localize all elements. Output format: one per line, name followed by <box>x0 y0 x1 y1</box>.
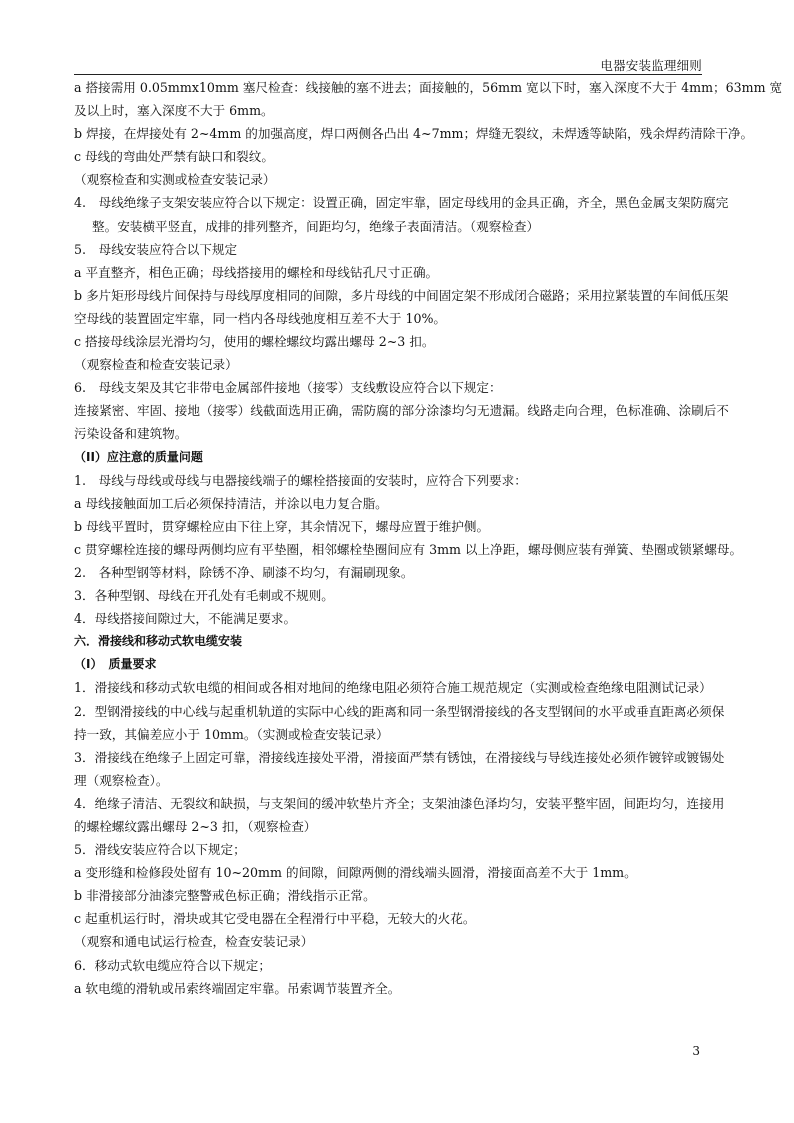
text-line: 4．绝缘子清洁、无裂纹和缺损，与支架间的缓冲软垫片齐全；支架油漆色泽均匀，安装平整牢固，间距均匀，连接用 <box>74 795 725 811</box>
text-line: 及以上时，塞入深度不大于 6mm。 <box>74 103 274 119</box>
text-line: 2．型钢滑接线的中心线与起重机轨道的实际中心线的距离和同一条型钢滑接线的各支型钢间的水平或垂直距离必须保 <box>74 703 725 719</box>
text-line: c 贯穿螺栓连接的螺母两侧均应有平垫圈，相邻螺栓垫圈间应有 3mm 以上净距，螺母侧应装有弹簧、垫圈或锁紧螺母。 <box>74 541 743 557</box>
text-line: b 多片矩形母线片间保持与母线厚度相同的间隙，多片母线的中间固定架不形成闭合磁路；采用拉紧装置的车间低压架 <box>74 287 729 303</box>
text-line: b 母线平置时，贯穿螺栓应由下往上穿，其余情况下，螺母应置于维护侧。 <box>74 518 490 534</box>
text-line: （观察检查和实测或检查安装记录） <box>74 172 276 188</box>
text-line: 6. 母线支架及其它非带电金属部件接地（接零）支线敷设应符合以下规定： <box>74 380 502 396</box>
text-line: 5．滑线安装应符合以下规定； <box>74 842 246 858</box>
header-rule <box>74 74 702 75</box>
text-line: 5. 母线安装应符合以下规定 <box>74 241 238 257</box>
running-header: 电器安装监理细则 <box>600 58 702 73</box>
text-line: 污染设备和建筑物。 <box>74 426 188 442</box>
text-line: 理（观察检查）。 <box>74 772 169 788</box>
text-line: a 搭接需用 0.05mmx10mm 塞尺检查：线接触的塞不进去；面接触的，56mm 宽以下时，塞入深度不大于 4mm；63mm 宽 <box>74 80 783 95</box>
text-line: b 非滑接部分油漆完整警戒色标正确；滑线指示正常。 <box>74 888 376 904</box>
text-line: 持一致，其偏差应小于 10mm。（实测或检查安装记录） <box>74 726 389 742</box>
text-line: 2. 各种型钢等材料，除锈不净、刷漆不均匀，有漏刷现象。 <box>74 564 414 580</box>
text-line: 的螺栓螺纹露出螺母 2~3 扣，（观察检查） <box>74 819 317 834</box>
text-line: 1. 母线与母线或母线与电器接线端子的螺栓搭接面的安装时，应符合下列要求： <box>74 472 527 488</box>
text-line: （观察检查和检查安装记录） <box>74 357 238 373</box>
page-number: 3 <box>692 1044 700 1058</box>
text-line: a 变形缝和检修段处留有 10~20mm 的间隙，间隙两侧的滑线端头圆滑，滑接面高差不大于 1mm。 <box>74 865 637 881</box>
text-line: a 母线接触面加工后必须保持清洁，并涂以电力复合脂。 <box>74 495 388 511</box>
text-line: 连接紧密、牢固、接地（接零）线截面选用正确，需防腐的部分涂漆均匀无遗漏。线路走向合理，色标准确、涂刷后不 <box>74 403 729 419</box>
text-line: 3．各种型钢、母线在开孔处有毛刺或不规则。 <box>74 588 334 604</box>
text-line: c 起重机运行时，滑块或其它受电器在全程滑行中平稳，无较大的火花。 <box>74 911 476 927</box>
text-line: （观察和通电试运行检查，检查安装记录） <box>74 934 314 950</box>
text-line: 整。安装横平竖直，成排的排列整齐，间距均匀，绝缘子表面清洁。（观察检查） <box>92 218 540 234</box>
section-heading: （I） 质量要求 <box>74 657 157 672</box>
text-line: a 软电缆的滑轨或吊索终端固定牢靠。吊索调节装置齐全。 <box>74 980 401 996</box>
text-line: 3．滑接线在绝缘子上固定可靠，滑接线连接处平滑，滑接面严禁有锈蚀，在滑接线与导线连接处必须作镀锌或镀锡处 <box>74 749 725 765</box>
document-body <box>74 76 783 1000</box>
text-line: 4．母线搭接间隙过大，不能满足要求。 <box>74 611 297 627</box>
text-line: 空母线的装置固定牢靠，同一档内各母线弛度相互差不大于 10%。 <box>74 310 447 326</box>
text-line: a 平直整齐，相色正确；母线搭接用的螺栓和母线钻孔尺寸正确。 <box>74 264 439 280</box>
text-line: 4. 母线绝缘子支架安装应符合以下规定：设置正确，固定牢靠，固定母线用的金具正确，齐全，黑色金属支架防腐完 <box>74 195 729 211</box>
text-line: b 焊接，在焊接处有 2~4mm 的加强高度，焊口两侧各凸出 4~7mm；焊缝无裂纹，未焊透等缺陷，残余焊药清除干净。 <box>74 126 754 142</box>
text-line: 1．滑接线和移动式软电缆的相间或各相对地间的绝缘电阻必须符合施工规范规定（实测或检查绝缘电阻测试记录） <box>74 680 712 696</box>
text-line: c 搭接母线涂层光滑均匀，使用的螺栓螺纹均露出螺母 2~3 扣。 <box>74 334 435 350</box>
text-line: c 母线的弯曲处严禁有缺口和裂纹。 <box>74 149 274 165</box>
section-heading: 六．滑接线和移动式软电缆安装 <box>74 634 243 649</box>
text-line: 6．移动式软电缆应符合以下规定； <box>74 957 271 973</box>
section-heading: （II）应注意的质量问题 <box>74 449 203 464</box>
